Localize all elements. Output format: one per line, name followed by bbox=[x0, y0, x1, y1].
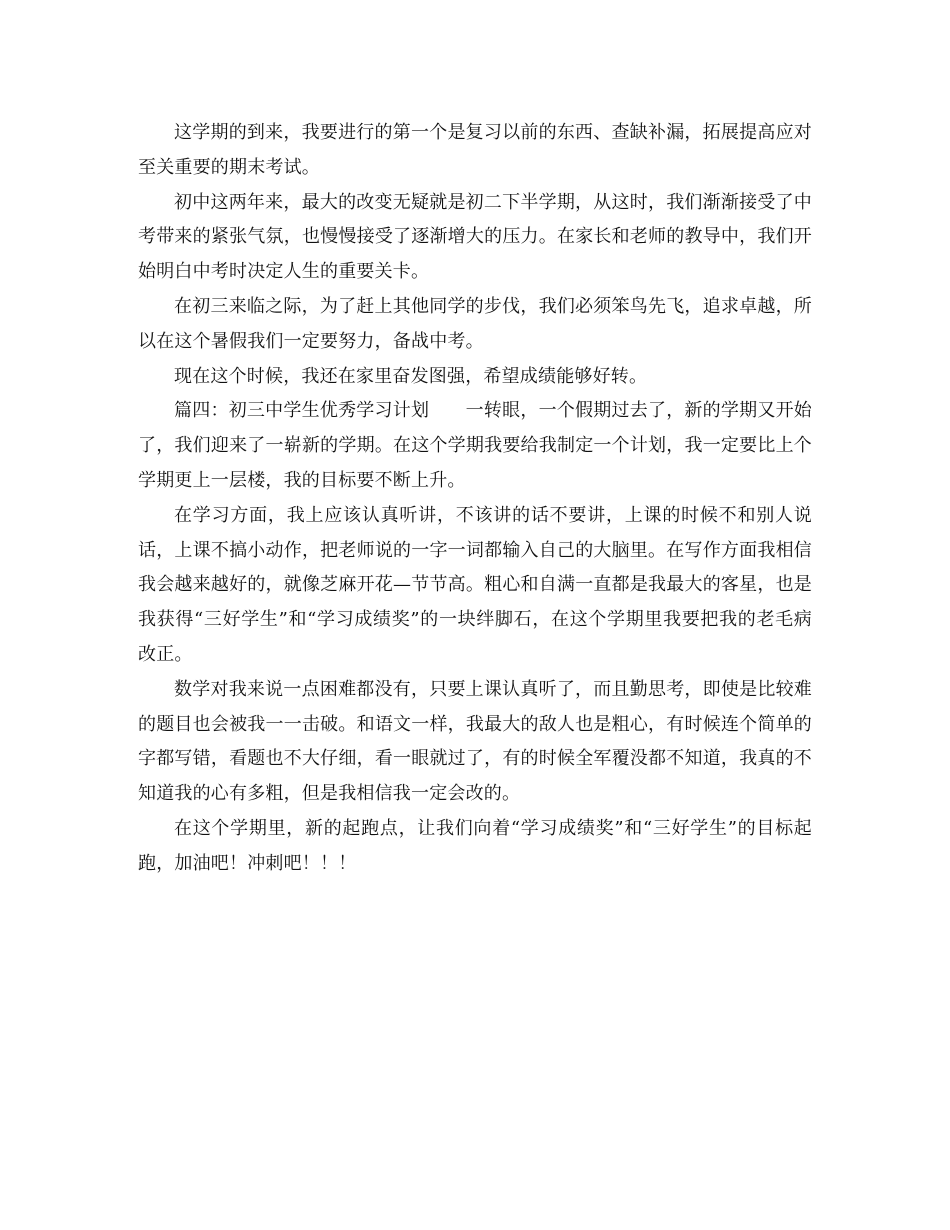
paragraph-4: 现在这个时候，我还在家里奋发图强，希望成绩能够好转。 bbox=[174, 365, 648, 387]
paragraph-1: 这学期的到来，我要进行的第一个是复习以前的东西、查缺补漏，拓展提高应对至关重要的期末考试。 bbox=[138, 122, 812, 178]
paragraph-3: 在初三来临之际，为了赶上其他同学的步伐，我们必须笨鸟先飞，追求卓越，所以在这个暑假我们一定要努力，备战中考。 bbox=[138, 295, 812, 352]
paragraph-5: 篇四：初三中学生优秀学习计划 一转眼，一个假期过去了，新的学期又开始了，我们迎来了一崭新的学期。在这个学期我要给我制定一个计划，我一定要比上个学期更上一层楼，我的目标要不断上升。 bbox=[138, 400, 812, 491]
paragraph-8: 在这个学期里，新的起跑点，让我们向着“学习成绩奖”和“三好学生”的目标起跑，加油吧！冲刺吧！！！ bbox=[138, 817, 812, 874]
paragraph-7: 数学对我来说一点困难都没有，只要上课认真听了，而且勤思考，即使是比较难的题目也会被我一一击破。和语文一样，我最大的敌人也是粗心，有时候连个简单的字都写错，看题也不大仔细，看一眼就过了，有的时候全军覆没都不知道，我真的不知道我的心有多粗，但是我相信我一定会改的。 bbox=[138, 678, 812, 805]
paragraph-6: 在学习方面，我上应该认真听讲，不该讲的话不要讲，上课的时候不和别人说话，上课不搞小动作，把老师说的一字一词都输入自己的大脑里。在写作方面我相信我会越来越好的，就像芝麻开花—节节高。粗心和自满一直都是我最大的客星，也是我获得“三好学生”和“学习成绩奖”的一块绊脚石，在这个学期里我要把我的老毛病改正。 bbox=[138, 504, 812, 665]
document-body bbox=[138, 116, 812, 882]
paragraph-2: 初中这两年来，最大的改变无疑就是初二下半学期，从这时，我们渐渐接受了中考带来的紧张气氛，也慢慢接受了逐渐增大的压力。在家长和老师的教导中，我们开始明白中考时决定人生的重要关卡。 bbox=[138, 191, 812, 283]
